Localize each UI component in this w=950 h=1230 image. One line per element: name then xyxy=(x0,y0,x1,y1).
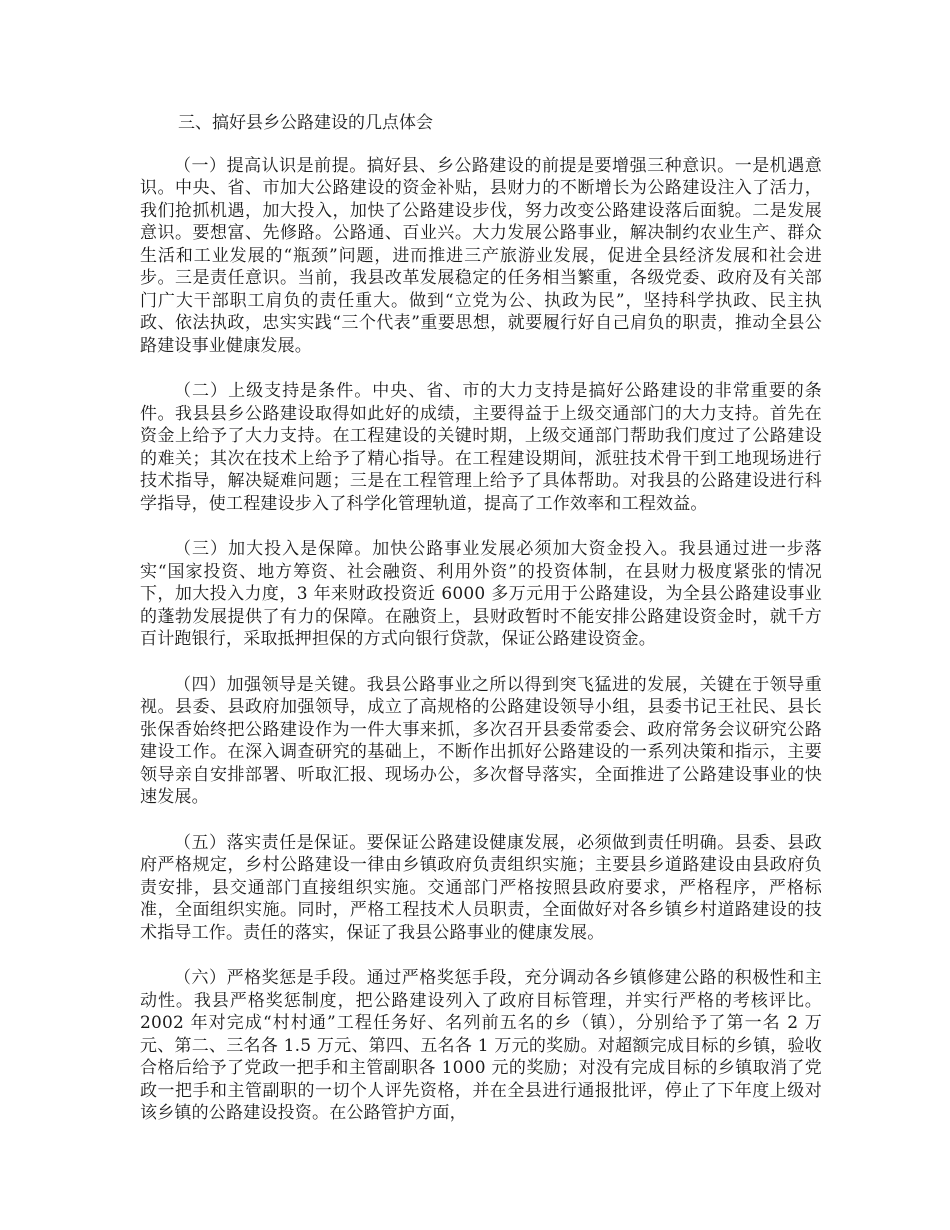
paragraph-5: （五）落实责任是保证。要保证公路建设健康发展，必须做到责任明确。县委、县政府严格规定，乡村公路建设一律由乡镇政府负责组织实施；主要县乡道路建设由县政府负责安排，县交通部门直接组织实施。交通部门严格按照县政府要求，严格程序，严格标准，全面组织实施。同时，严格工程技术人员职责，全面做好对各乡镇乡村道路建设的技术指导工作。责任的落实，保证了我县公路事业的健康发展。 xyxy=(140,832,822,943)
paragraph-2: （二）上级支持是条件。中央、省、市的大力支持是搞好公路建设的非常重要的条件。我县县乡公路建设取得如此好的成绩，主要得益于上级交通部门的大力支持。首先在资金上给予了大力支持。在工程建设的关键时期，上级交通部门帮助我们度过了公路建设的难关；其次在技术上给予了精心指导。在工程建设期间，派驻技术骨干到工地现场进行技术指导，解决疑难问题；三是在工程管理上给予了具体帮助。对我县的公路建设进行科学指导，使工程建设步入了科学化管理轨道，提高了工作效率和工程效益。 xyxy=(140,381,822,514)
section-heading: 三、搞好县乡公路建设的几点体会 xyxy=(178,113,433,133)
paragraph-3: （三）加大投入是保障。加快公路事业发展必须加大资金投入。我县通过进一步落实“国家投资、地方筹资、社会融资、利用外资”的投资体制，在县财力极度紧张的情况下，加大投入力度，3 年来财政投资近 6000 多万元用于公路建设，为全县公路建设事业的蓬勃发展提供了有力的保障。在融资上，县财政暂时不能安排公路建设资金时，就千方百计跑银行，采取抵押担保的方式向银行贷款，保证公路建设资金。 xyxy=(140,539,822,649)
paragraph-6: （六）严格奖惩是手段。通过严格奖惩手段，充分调动各乡镇修建公路的积极性和主动性。我县严格奖惩制度，把公路建设列入了政府目标管理，并实行严格的考核评比。2002 年对完成“村村通”工程任务好、名列前五名的乡（镇），分别给予了第一名 2 万元、第二、三名各 1.5 万元、第四、五名各 1 万元的奖励。对超额完成目标的乡镇，验收合格后给予了党政一把手和主管副职各 1000 元的奖励；对没有完成目标的乡镇取消了党政一把手和主管副职的一切个人评先资格，并在全县进行通报批评，停止了下年度上级对该乡镇的公路建设投资。在公路管护方面， xyxy=(140,968,822,1123)
document-page xyxy=(140,112,822,1148)
paragraph-1: （一）提高认识是前提。搞好县、乡公路建设的前提是要增强三种意识。一是机遇意识。中央、省、市加大公路建设的资金补贴，县财力的不断增长为公路建设注入了活力，我们抢抓机遇，加大投入，加快了公路建设步伐，努力改变公路建设落后面貌。二是发展意识。要想富、先修路。公路通、百业兴。大力发展公路事业，解决制约农业生产、群众生活和工业发展的“瓶颈”问题，进而推进三产旅游业发展，促进全县经济发展和社会进步。三是责任意识。当前，我县改革发展稳定的任务相当繁重，各级党委、政府及有关部门广大干部职工肩负的责任重大。做到“立党为公、执政为民”，坚持科学执政、民主执政、依法执政，忠实实践“三个代表”重要思想，就要履行好自己肩负的职责，推动全县公路建设事业健康发展。 xyxy=(140,155,822,356)
paragraph-4: （四）加强领导是关键。我县公路事业之所以得到突飞猛进的发展，关键在于领导重视。县委、县政府加强领导，成立了高规格的公路建设领导小组，县委书记王社民、县长张保香始终把公路建设作为一件大事来抓，多次召开县委常委会、政府常务会议研究公路建设工作。在深入调查研究的基础上，不断作出抓好公路建设的一系列决策和指示，主要领导亲自安排部署、听取汇报、现场办公，多次督导落实，全面推进了公路建设事业的快速发展。 xyxy=(140,674,822,807)
